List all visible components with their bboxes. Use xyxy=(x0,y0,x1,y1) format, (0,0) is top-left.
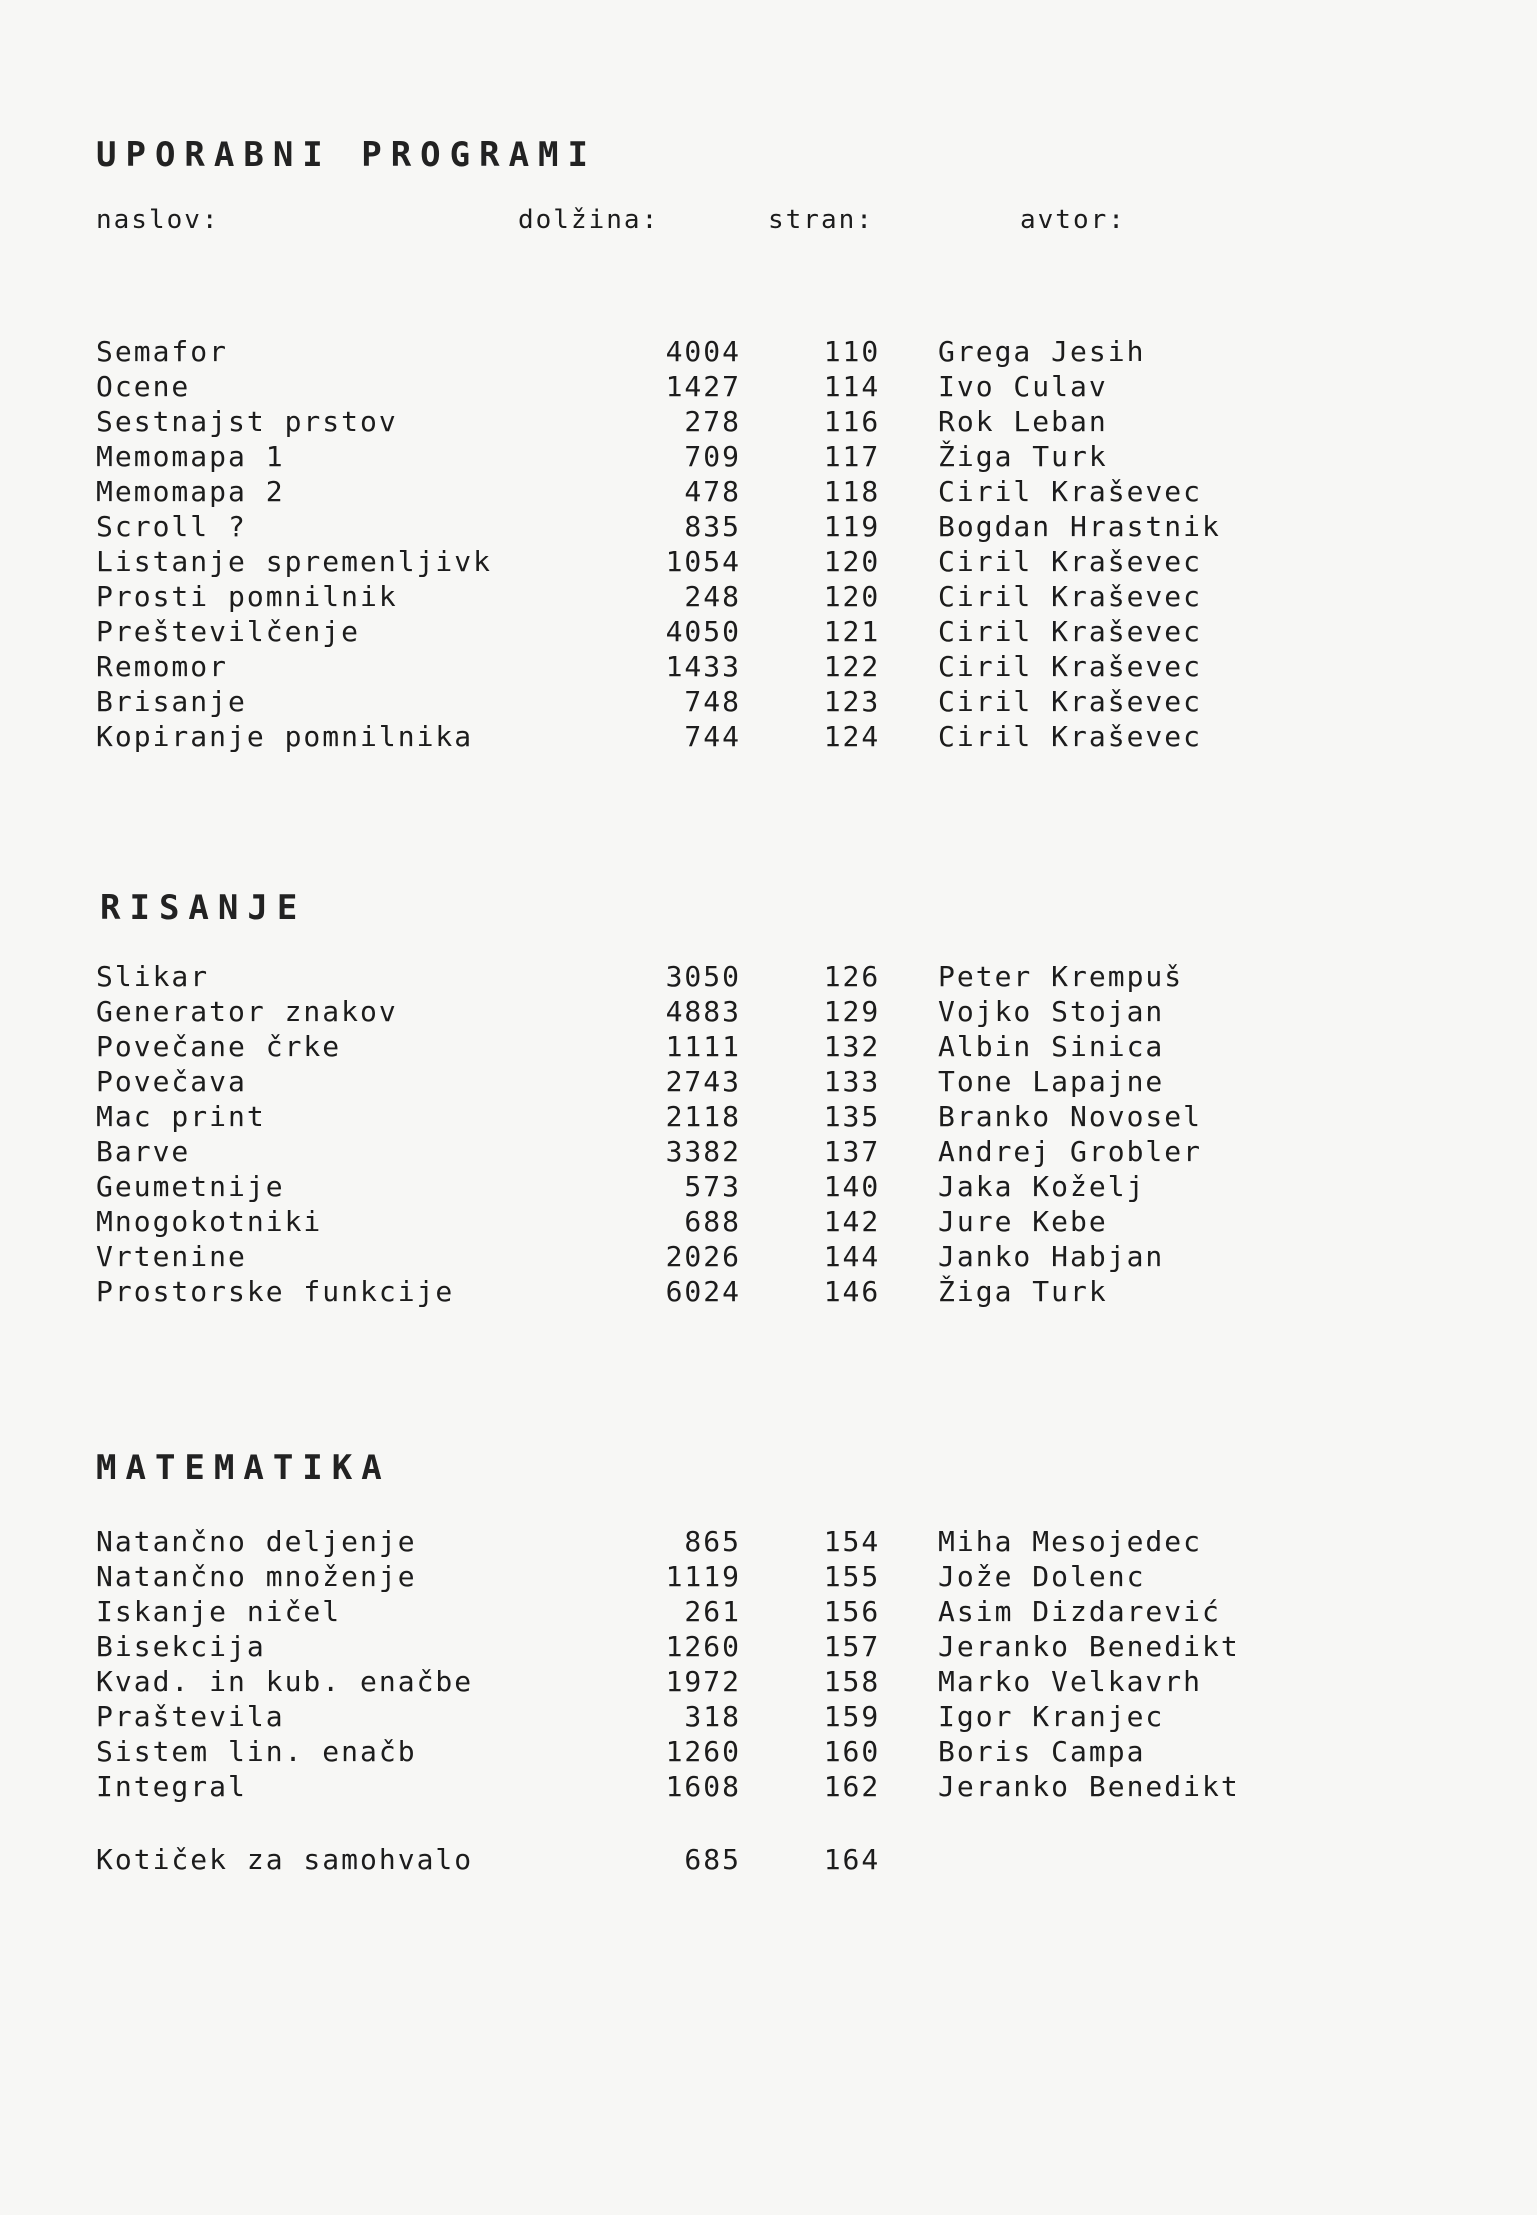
row-author: Jeranko Benedikt xyxy=(938,1770,1240,1803)
row-author: Jeranko Benedikt xyxy=(938,1630,1240,1663)
table-row xyxy=(96,440,1296,475)
row-title: Brisanje xyxy=(96,685,247,718)
row-title: Semafor xyxy=(96,335,229,368)
row-author: Boris Campa xyxy=(938,1735,1146,1768)
row-page: 110 xyxy=(823,335,881,368)
row-page: 117 xyxy=(823,440,881,473)
row-length: 3382 xyxy=(665,1135,741,1168)
row-page: 124 xyxy=(823,720,881,753)
row-length: 1111 xyxy=(665,1030,741,1063)
row-title: Kvad. in kub. enačbe xyxy=(96,1665,474,1698)
table-row xyxy=(96,1135,1296,1170)
row-page: 156 xyxy=(823,1595,881,1628)
row-length: 2118 xyxy=(665,1100,741,1133)
row-length: 709 xyxy=(684,440,741,473)
table-row xyxy=(96,720,1296,755)
row-page: 129 xyxy=(823,995,881,1028)
row-page: 114 xyxy=(823,370,881,403)
row-page: 160 xyxy=(823,1735,881,1768)
row-page: 120 xyxy=(823,545,881,578)
row-page: 119 xyxy=(823,510,881,543)
row-author: Marko Velkavrh xyxy=(938,1665,1203,1698)
row-author: Ciril Kraševec xyxy=(938,685,1203,718)
row-page: 120 xyxy=(823,580,881,613)
row-title: Prosti pomnilnik xyxy=(96,580,398,613)
table-row xyxy=(96,1030,1296,1065)
header-length: dolžina: xyxy=(518,205,660,235)
table-row xyxy=(96,1843,1296,1878)
row-title: Sestnajst prstov xyxy=(96,405,398,438)
row-title: Natančno deljenje xyxy=(96,1525,417,1558)
row-length: 1054 xyxy=(665,545,741,578)
row-page: 116 xyxy=(823,405,881,438)
row-length: 278 xyxy=(684,405,741,438)
row-length: 865 xyxy=(684,1525,741,1558)
row-title: Generator znakov xyxy=(96,995,398,1028)
table-row xyxy=(96,615,1296,650)
row-author: Jaka Koželj xyxy=(938,1170,1146,1203)
row-author: Žiga Turk xyxy=(938,1275,1108,1308)
row-author: Asim Dizdarević xyxy=(938,1595,1221,1628)
row-page: 135 xyxy=(823,1100,881,1133)
row-length: 478 xyxy=(684,475,741,508)
table-risanje xyxy=(96,960,1296,1310)
header-author: avtor: xyxy=(1020,205,1126,235)
table-uporabni-programi xyxy=(96,335,1296,755)
table-row xyxy=(96,1770,1296,1805)
row-author: Albin Sinica xyxy=(938,1030,1165,1063)
row-length: 248 xyxy=(684,580,741,613)
row-author: Grega Jesih xyxy=(938,335,1146,368)
row-title: Mac print xyxy=(96,1100,266,1133)
table-row xyxy=(96,995,1296,1030)
row-page: 146 xyxy=(823,1275,881,1308)
row-length: 688 xyxy=(684,1205,741,1238)
row-author: Janko Habjan xyxy=(938,1240,1165,1273)
row-length: 1260 xyxy=(665,1630,741,1663)
row-author: Ciril Kraševec xyxy=(938,615,1203,648)
row-title: Remomor xyxy=(96,650,229,683)
table-row xyxy=(96,1700,1296,1735)
row-length: 1119 xyxy=(665,1560,741,1593)
row-length: 4050 xyxy=(665,615,741,648)
row-title: Povečane črke xyxy=(96,1030,342,1063)
row-author: Ciril Kraševec xyxy=(938,720,1203,753)
table-row xyxy=(96,335,1296,370)
row-title: Praštevila xyxy=(96,1700,285,1733)
row-page: 118 xyxy=(823,475,881,508)
table-row xyxy=(96,650,1296,685)
row-page: 137 xyxy=(823,1135,881,1168)
table-row xyxy=(96,685,1296,720)
section-title-risanje: RISANJE xyxy=(100,888,307,928)
row-page: 164 xyxy=(823,1843,881,1876)
row-page: 123 xyxy=(823,685,881,718)
row-length: 6024 xyxy=(665,1275,741,1308)
row-title: Natančno množenje xyxy=(96,1560,417,1593)
row-length: 685 xyxy=(684,1843,741,1876)
table-row xyxy=(96,960,1296,995)
row-author: Igor Kranjec xyxy=(938,1700,1165,1733)
table-row xyxy=(96,580,1296,615)
section-title-matematika: MATEMATIKA xyxy=(96,1448,391,1488)
row-author: Tone Lapajne xyxy=(938,1065,1165,1098)
row-title: Mnogokotniki xyxy=(96,1205,323,1238)
row-length: 1260 xyxy=(665,1735,741,1768)
table-row xyxy=(96,1735,1296,1770)
row-title: Listanje spremenljivk xyxy=(96,545,493,578)
row-title: Memomapa 1 xyxy=(96,440,285,473)
row-title: Vrtenine xyxy=(96,1240,247,1273)
row-length: 4004 xyxy=(665,335,741,368)
row-author: Vojko Stojan xyxy=(938,995,1165,1028)
row-title: Sistem lin. enačb xyxy=(96,1735,417,1768)
row-author: Jure Kebe xyxy=(938,1205,1108,1238)
row-author: Žiga Turk xyxy=(938,440,1108,473)
row-title: Preštevilčenje xyxy=(96,615,361,648)
row-author: Bogdan Hrastnik xyxy=(938,510,1221,543)
row-title: Geumetnije xyxy=(96,1170,285,1203)
row-length: 4883 xyxy=(665,995,741,1028)
table-row xyxy=(96,475,1296,510)
table-matematika xyxy=(96,1525,1296,1805)
table-row xyxy=(96,1065,1296,1100)
table-row xyxy=(96,1170,1296,1205)
row-length: 2743 xyxy=(665,1065,741,1098)
row-length: 573 xyxy=(684,1170,741,1203)
table-row xyxy=(96,1275,1296,1310)
table-row xyxy=(96,405,1296,440)
row-page: 155 xyxy=(823,1560,881,1593)
row-title: Povečava xyxy=(96,1065,247,1098)
row-page: 140 xyxy=(823,1170,881,1203)
section-title-uporabni-programi: UPORABNI PROGRAMI xyxy=(96,135,597,175)
row-page: 158 xyxy=(823,1665,881,1698)
row-title: Kopiranje pomnilnika xyxy=(96,720,474,753)
row-author: Ciril Kraševec xyxy=(938,545,1203,578)
table-row xyxy=(96,510,1296,545)
row-length: 261 xyxy=(684,1595,741,1628)
row-page: 154 xyxy=(823,1525,881,1558)
row-length: 1427 xyxy=(665,370,741,403)
row-title: Iskanje ničel xyxy=(96,1595,342,1628)
row-length: 1608 xyxy=(665,1770,741,1803)
row-page: 132 xyxy=(823,1030,881,1063)
row-length: 748 xyxy=(684,685,741,718)
row-author: Ciril Kraševec xyxy=(938,580,1203,613)
row-length: 318 xyxy=(684,1700,741,1733)
table-extra xyxy=(96,1843,1296,1878)
row-author: Rok Leban xyxy=(938,405,1108,438)
table-row xyxy=(96,1240,1296,1275)
row-page: 162 xyxy=(823,1770,881,1803)
row-author: Ciril Kraševec xyxy=(938,650,1203,683)
row-length: 744 xyxy=(684,720,741,753)
row-title: Memomapa 2 xyxy=(96,475,285,508)
row-title: Slikar xyxy=(96,960,210,993)
row-author: Miha Mesojedec xyxy=(938,1525,1203,1558)
row-page: 122 xyxy=(823,650,881,683)
row-page: 159 xyxy=(823,1700,881,1733)
table-row xyxy=(96,1595,1296,1630)
row-author: Peter Krempuš xyxy=(938,960,1184,993)
row-author: Branko Novosel xyxy=(938,1100,1203,1133)
row-title: Barve xyxy=(96,1135,191,1168)
row-page: 142 xyxy=(823,1205,881,1238)
row-page: 121 xyxy=(823,615,881,648)
row-page: 133 xyxy=(823,1065,881,1098)
table-row xyxy=(96,370,1296,405)
row-title: Integral xyxy=(96,1770,247,1803)
row-author: Ivo Culav xyxy=(938,370,1108,403)
row-title: Bisekcija xyxy=(96,1630,266,1663)
row-page: 126 xyxy=(823,960,881,993)
row-length: 1972 xyxy=(665,1665,741,1698)
row-title: Ocene xyxy=(96,370,191,403)
table-row xyxy=(96,1630,1296,1665)
row-length: 3050 xyxy=(665,960,741,993)
row-length: 2026 xyxy=(665,1240,741,1273)
row-author: Jože Dolenc xyxy=(938,1560,1146,1593)
header-title: naslov: xyxy=(96,205,220,235)
row-author: Ciril Kraševec xyxy=(938,475,1203,508)
row-length: 835 xyxy=(684,510,741,543)
table-row xyxy=(96,1665,1296,1700)
row-length: 1433 xyxy=(665,650,741,683)
row-page: 144 xyxy=(823,1240,881,1273)
table-row xyxy=(96,1525,1296,1560)
row-title: Scroll ? xyxy=(96,510,247,543)
table-row xyxy=(96,1560,1296,1595)
table-row xyxy=(96,1100,1296,1135)
row-title: Prostorske funkcije xyxy=(96,1275,455,1308)
header-page: stran: xyxy=(768,205,874,235)
table-row xyxy=(96,545,1296,580)
row-author: Andrej Grobler xyxy=(938,1135,1203,1168)
table-row xyxy=(96,1205,1296,1240)
row-title: Kotiček za samohvalo xyxy=(96,1843,474,1876)
row-page: 157 xyxy=(823,1630,881,1663)
